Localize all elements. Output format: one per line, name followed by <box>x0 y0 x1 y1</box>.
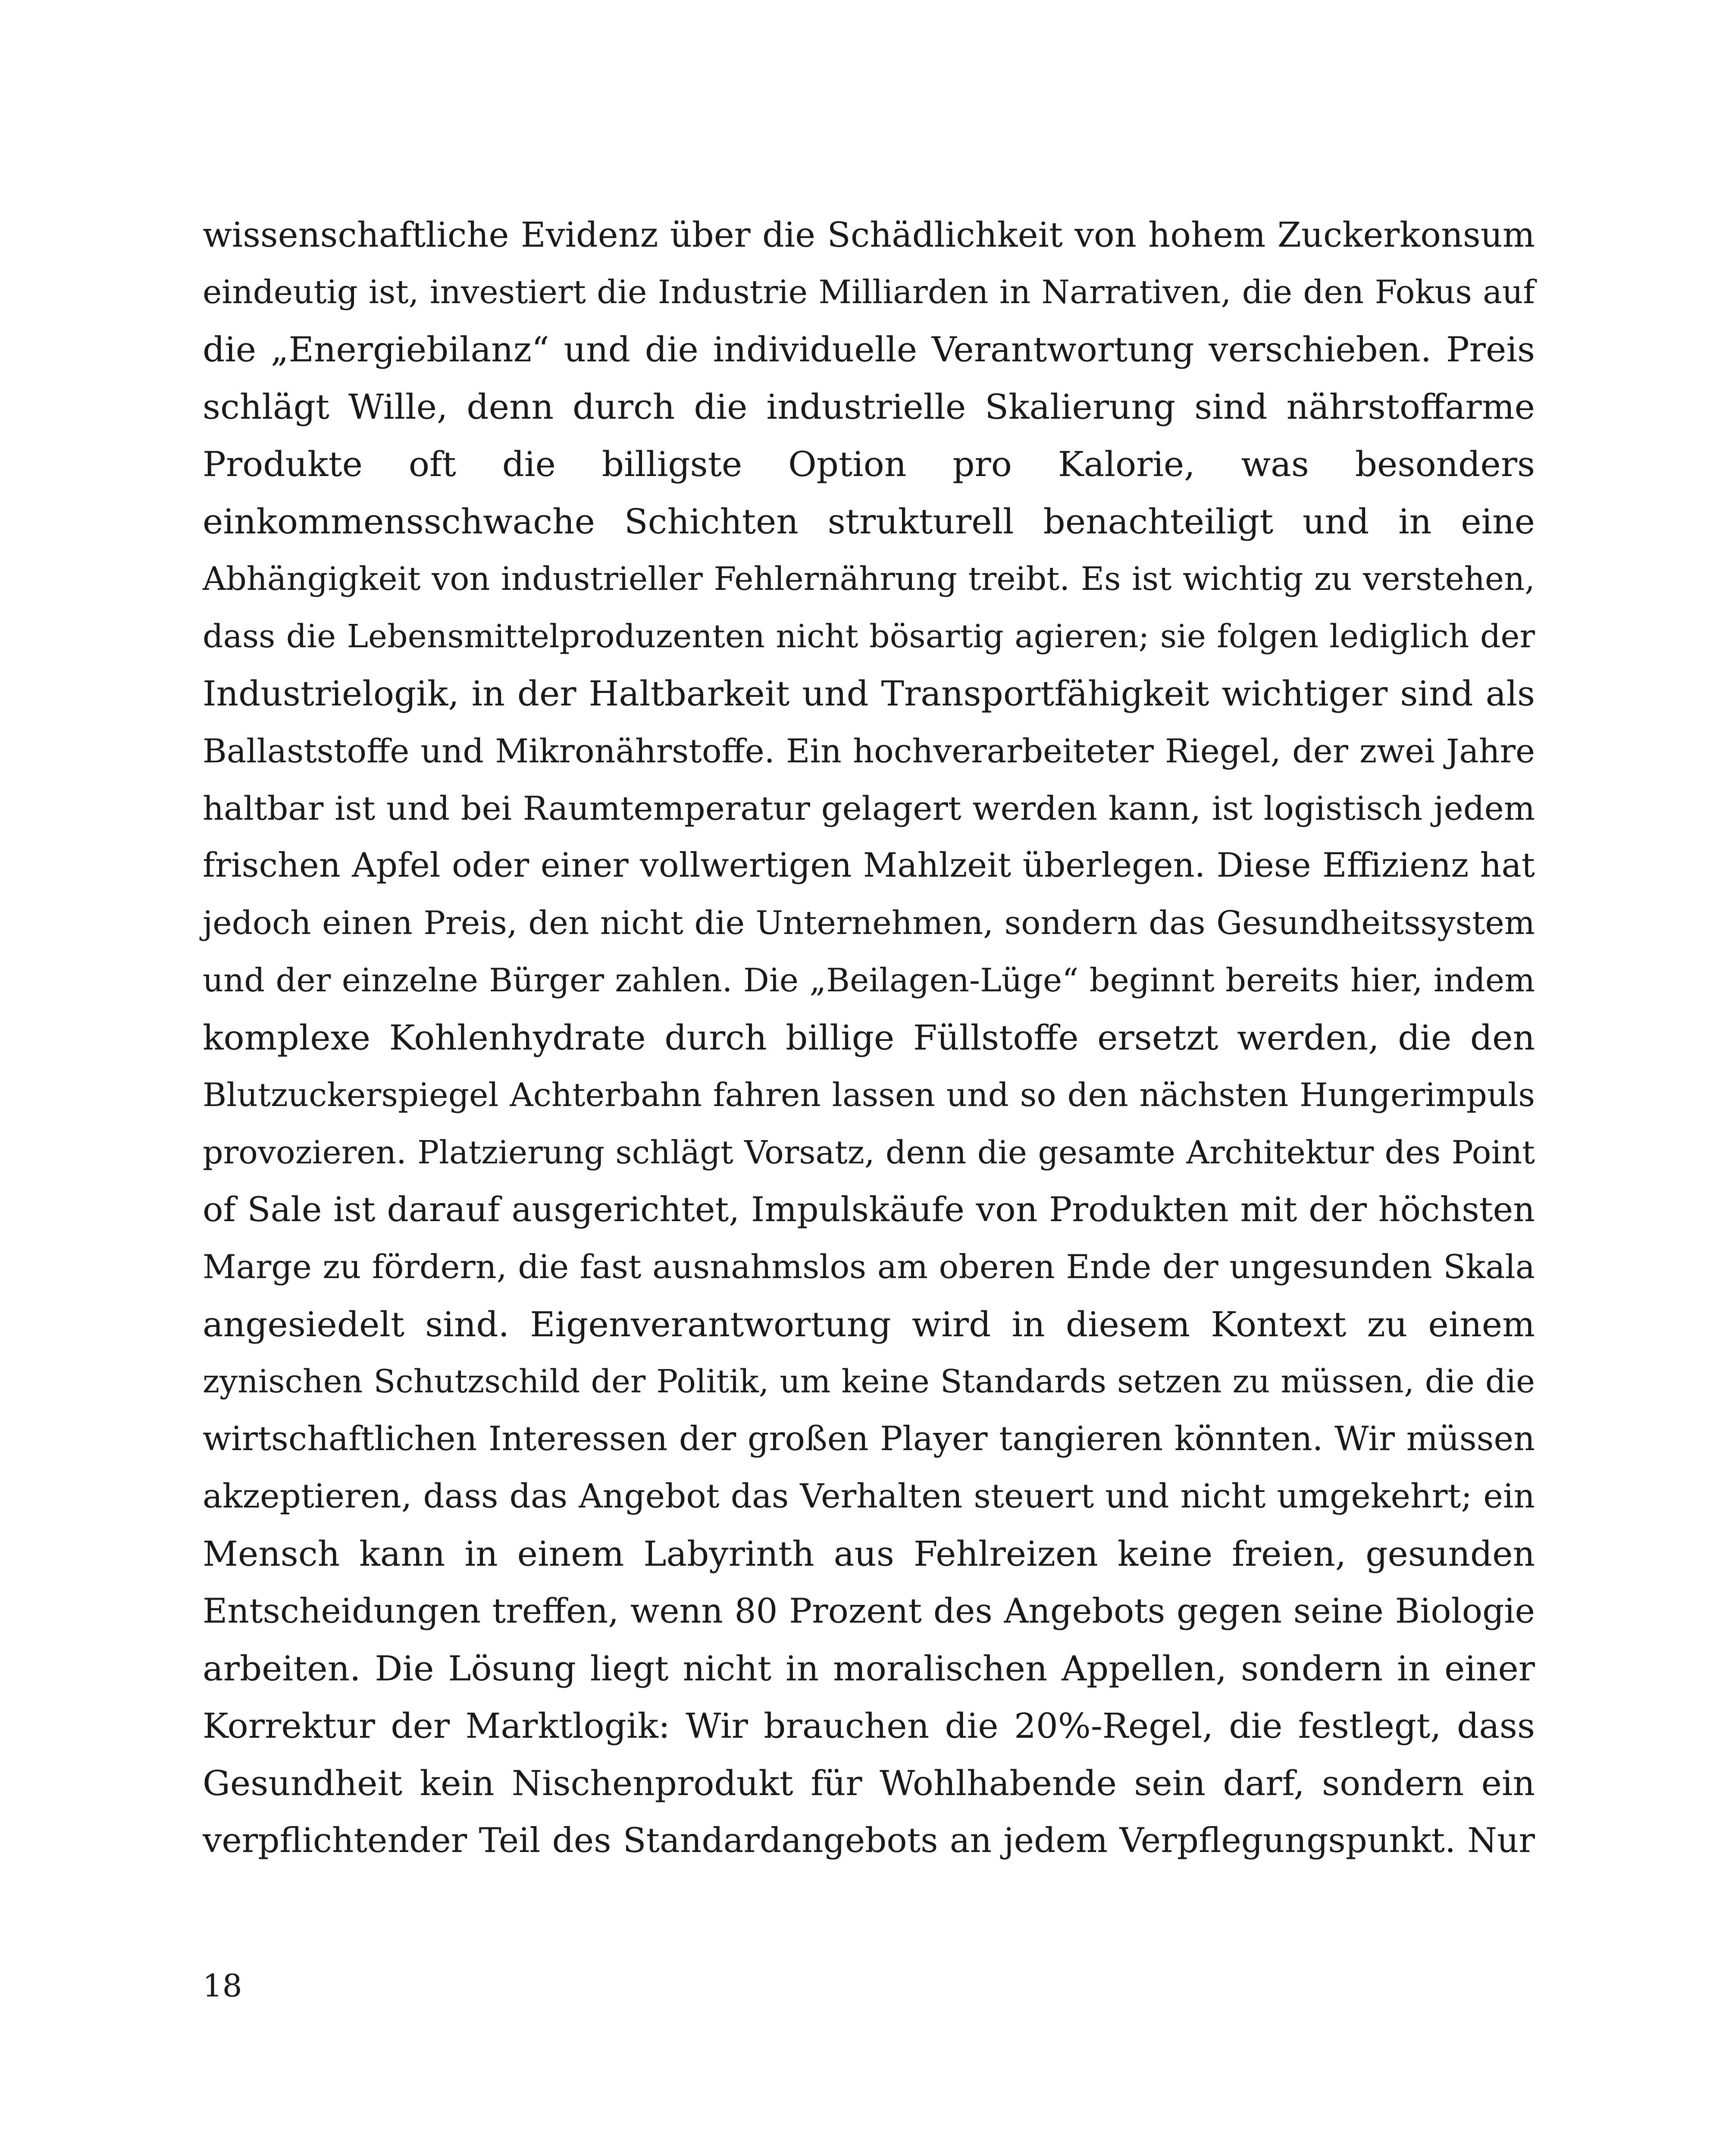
text-line: Korrektur der Marktlogik: Wir brauchen die 20%-Regel, die festlegt, dass <box>203 1706 1535 1746</box>
text-line: eindeutig ist, investiert die Industrie Milliarden in Narrativen, die den Fokus auf <box>203 273 1535 311</box>
text-line: provozieren. Platzierung schlägt Vorsatz, denn die gesamte Architektur des Point <box>203 1134 1535 1171</box>
text-line: die „Energiebilanz“ und die individuelle Verantwortung verschieben. Preis <box>203 329 1535 370</box>
text-line: Produkte oft die billigste Option pro Kalorie, was besonders <box>203 444 1535 484</box>
text-line: Entscheidungen treffen, wenn 80 Prozent des Angebots gegen seine Biologie <box>203 1591 1535 1631</box>
text-line: und der einzelne Bürger zahlen. Die „Beilagen-Lüge“ beginnt bereits hier, indem <box>203 962 1535 999</box>
text-line: Ballaststoffe und Mikronährstoffe. Ein hochverarbeiteter Riegel, der zwei Jahre <box>203 732 1535 770</box>
text-line: Mensch kann in einem Labyrinth aus Fehlreizen keine freien, gesunden <box>203 1534 1535 1574</box>
text-line: haltbar ist und bei Raumtemperatur gelagert werden kann, ist logistisch jedem <box>203 789 1535 827</box>
text-line: Gesundheit kein Nischenprodukt für Wohlhabende sein darf, sondern ein <box>203 1763 1535 1803</box>
body-paragraph <box>203 206 1535 1869</box>
text-line: of Sale ist darauf ausgerichtet, Impulskäufe von Produkten mit der höchsten <box>203 1190 1535 1229</box>
text-line: wirtschaftlichen Interessen der großen Player tangieren könnten. Wir müssen <box>203 1420 1535 1458</box>
text-line: angesiedelt sind. Eigenverantwortung wird in diesem Kontext zu einem <box>203 1304 1535 1344</box>
text-line: komplexe Kohlenhydrate durch billige Füllstoffe ersetzt werden, die den <box>203 1018 1535 1058</box>
page-number: 18 <box>203 1968 242 2004</box>
text-line: akzeptieren, dass das Angebot das Verhalten steuert und nicht umgekehrt; ein <box>203 1477 1535 1516</box>
text-line: frischen Apfel oder einer vollwertigen Mahlzeit überlegen. Diese Effizienz hat <box>203 846 1535 885</box>
text-line: arbeiten. Die Lösung liegt nicht in moralischen Appellen, sondern in einer <box>203 1648 1535 1689</box>
text-line: Industrielogik, in der Haltbarkeit und Transportfähigkeit wichtiger sind als <box>203 674 1535 714</box>
text-line: dass die Lebensmittelproduzenten nicht bösartig agieren; sie folgen lediglich der <box>203 617 1535 655</box>
text-line: verpflichtender Teil des Standardangebots an jedem Verpflegungspunkt. Nur <box>203 1821 1535 1860</box>
text-line: einkommensschwache Schichten strukturell benachteiligt und in eine <box>203 501 1535 542</box>
text-line: zynischen Schutzschild der Politik, um keine Standards setzen zu müssen, die die <box>203 1363 1535 1400</box>
text-line: jedoch einen Preis, den nicht die Unternehmen, sondern das Gesundheitssystem <box>203 904 1535 942</box>
text-line: wissenschaftliche Evidenz über die Schädlichkeit von hohem Zuckerkonsum <box>203 215 1535 255</box>
text-line: Abhängigkeit von industrieller Fehlernährung treibt. Es ist wichtig zu verstehen, <box>203 560 1535 598</box>
text-line: Marge zu fördern, die fast ausnahmslos am oberen Ende der ungesunden Skala <box>203 1248 1535 1286</box>
text-line: Blutzuckerspiegel Achterbahn fahren lassen und so den nächsten Hungerimpuls <box>203 1076 1535 1114</box>
text-line: schlägt Wille, denn durch die industrielle Skalierung sind nährstoffarme <box>203 387 1535 427</box>
